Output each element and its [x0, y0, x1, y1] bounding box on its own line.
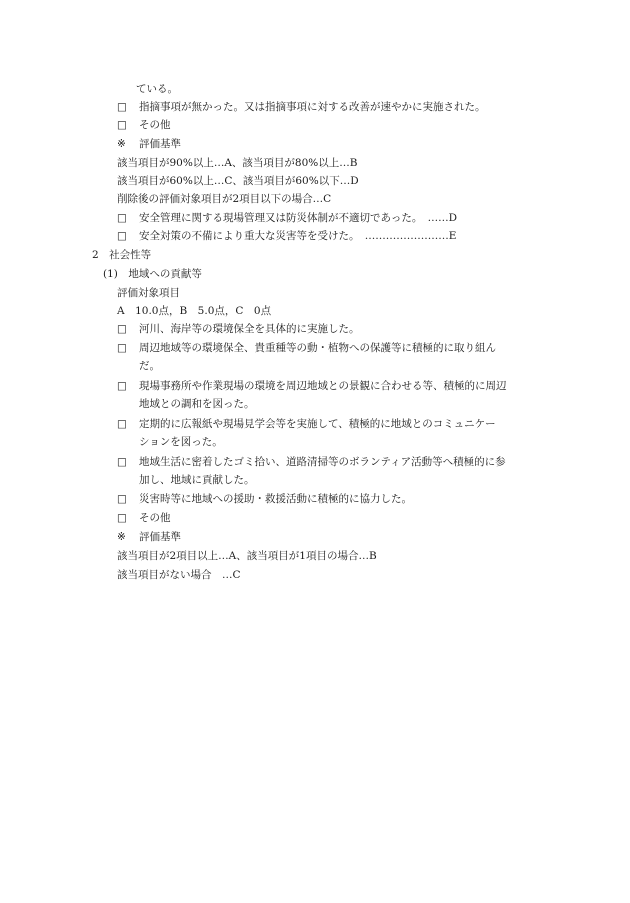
checkbox-icon: □: [117, 101, 127, 113]
checkbox-icon: □: [117, 512, 127, 524]
checklist-item: □ 指摘事項が無かった。又は指摘事項に対する改善が速やかに実施された。: [117, 101, 486, 113]
checklist-item: □ 河川、海岸等の環境保全を具体的に実施した。: [117, 323, 360, 335]
checklist-item: □ 周辺地域等の環境保全、貴重種等の動・植物への保護等に積極的に取り組ん: [117, 342, 496, 354]
checklist-item: □ その他: [117, 119, 171, 131]
checkbox-icon: □: [117, 212, 127, 224]
checkbox-icon: □: [117, 418, 127, 430]
subsection-heading: (1) 地域への貢献等: [103, 268, 202, 280]
criteria-line: 削除後の評価対象項目が2項目以下の場合…C: [117, 193, 332, 205]
checklist-item-continuation: 地域との調和を図った。: [139, 398, 255, 410]
checklist-item-continuation: 加し、地域に貢献した。: [139, 474, 255, 486]
checkbox-icon: □: [117, 230, 127, 242]
checklist-item: □ その他: [117, 512, 171, 524]
checklist-item: □ 定期的に広報紙や現場見学会等を実施して、積極的に地域とのコミュニケー: [117, 418, 496, 430]
checkbox-icon: □: [117, 456, 127, 468]
checkbox-icon: □: [117, 323, 127, 335]
checklist-item: □ 現場事務所や作業現場の環境を周辺地域との景観に合わせる等、積極的に周辺: [117, 380, 507, 392]
criteria-line: 該当項目が2項目以上…A、該当項目が1項目の場合…B: [117, 550, 377, 562]
checklist-item: □ 安全対策の不備により重大な災害等を受けた。 ……………………E: [117, 230, 457, 242]
criteria-line: 該当項目がない場合 …C: [117, 569, 241, 581]
checkbox-icon: □: [117, 119, 127, 131]
text-line: 評価対象項目: [117, 287, 180, 299]
criteria-heading: ※ 評価基準: [117, 138, 181, 150]
checklist-item: □ 地域生活に密着したゴミ拾い、道路清掃等のボランティア活動等へ積極的に参: [117, 456, 506, 468]
text-line: ている。: [136, 83, 178, 95]
section-heading: 2 社会性等: [92, 249, 152, 261]
checklist-item: □ 災害時等に地域への援助・救援活動に積極的に協力した。: [117, 493, 412, 505]
criteria-line: 該当項目が60%以上…C、該当項目が60%以下…D: [117, 175, 359, 187]
note-mark-icon: ※: [117, 531, 126, 543]
checkbox-icon: □: [117, 380, 127, 392]
score-line: A 10.0点，B 5.0点，C 0点: [117, 305, 272, 317]
checklist-item: □ 安全管理に関する現場管理又は防災体制が不適切であった。 ……D: [117, 212, 458, 224]
checkbox-icon: □: [117, 493, 127, 505]
note-mark-icon: ※: [117, 138, 126, 150]
checkbox-icon: □: [117, 342, 127, 354]
checklist-item-continuation: ションを図った。: [139, 436, 223, 448]
criteria-line: 該当項目が90%以上…A、該当項目が80%以上…B: [117, 157, 358, 169]
criteria-heading: ※ 評価基準: [117, 531, 181, 543]
checklist-item-continuation: だ。: [139, 360, 160, 372]
